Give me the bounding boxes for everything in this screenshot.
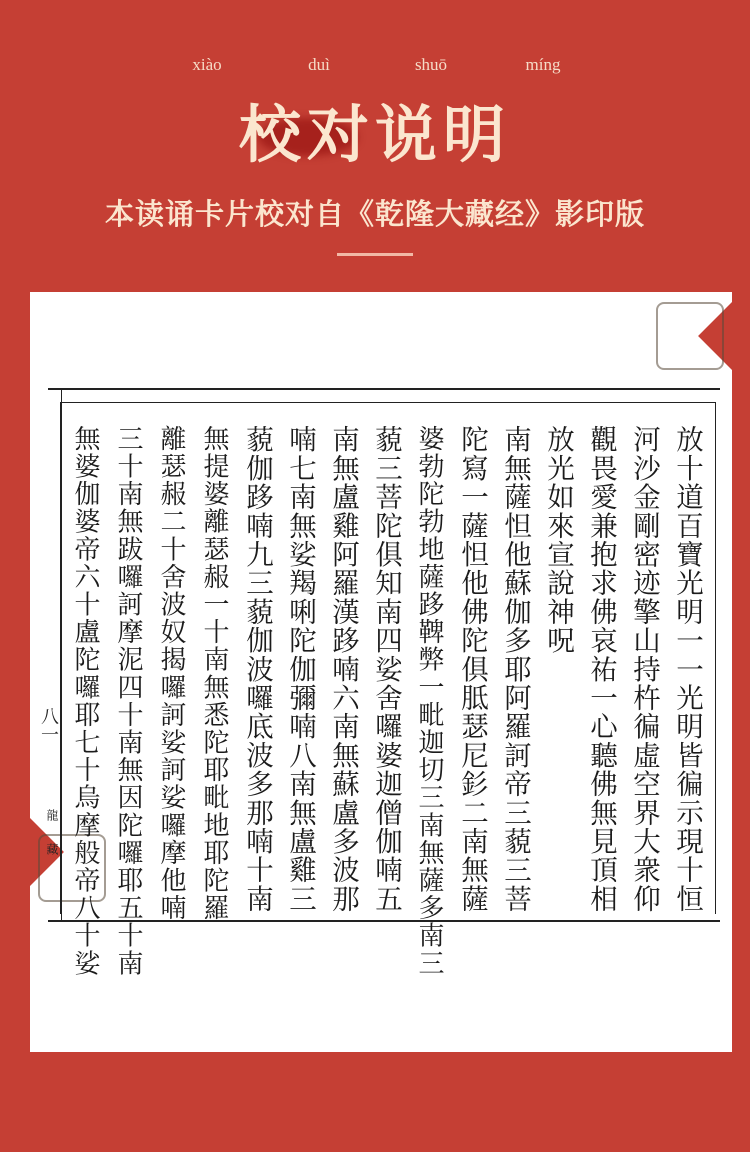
text-column: 觀畏愛兼抱求佛哀祐一心聽佛無見頂相 (585, 425, 617, 913)
text-column: 南無盧雞阿羅漢跢喃六南無蘇盧多波那 (327, 425, 359, 913)
text-column: 無婆伽婆帝六十盧陀囉耶七十烏摩般帝八十娑 (70, 425, 100, 977)
scripture-text (66, 425, 705, 977)
page-number: 八一 (38, 707, 59, 743)
page-frame (38, 402, 716, 977)
text-column: 放光如來宣說神呪 (542, 425, 574, 655)
text-column: 放十道百寶光明一一光明皆徧示現十恒 (671, 425, 703, 913)
text-column: 三十南無跋囉訶摩泥四十南無因陀囉耶五十南 (113, 425, 143, 977)
corner-ornament-icon (656, 302, 724, 370)
title-pinyin (0, 55, 750, 75)
pinyin-syllable: shuō (414, 55, 448, 74)
text-column: 藐三菩陀俱知南四娑舍囉婆迦僧伽喃五 (370, 425, 402, 913)
text-column: 藐伽跢喃九三藐伽波囉底波多那喃十南 (241, 425, 273, 913)
text-column: 離瑟赧二十舍波奴揭囉訶娑訶娑囉摩他喃 (156, 425, 186, 922)
page-margin (38, 389, 62, 922)
text-column: 陀寫一薩怛他佛陀俱胝瑟尼釤二南無薩 (456, 425, 488, 913)
text-column: 婆勃陀勃地薩跢鞞弊一毗迦切三南無薩多南三 (414, 425, 444, 977)
page-subtitle: 本读诵卡片校对自《乾隆大藏经》影印版 (104, 197, 645, 231)
edition-mark: 龍藏 (45, 809, 59, 877)
title-divider (337, 253, 413, 256)
pinyin-syllable: xiào (192, 55, 222, 74)
text-column: 喃七南無娑羯唎陀伽彌喃八南無盧雞三 (284, 425, 316, 913)
text-column: 南無薩怛他蘇伽多耶阿羅訶帝三藐三菩 (499, 425, 531, 913)
pinyin-syllable: míng (525, 55, 561, 74)
text-column: 無提婆離瑟赧一十南無悉陀耶毗地耶陀羅 (199, 425, 229, 922)
page-title (0, 85, 750, 174)
pinyin-syllable: duì (308, 55, 330, 74)
scripture-page-scan (38, 388, 720, 977)
text-column: 河沙金剛密迹擎山持杵徧虛空界大衆仰 (628, 425, 660, 913)
scan-card (30, 292, 732, 1052)
page-title-text: 校对说明 (238, 98, 511, 171)
